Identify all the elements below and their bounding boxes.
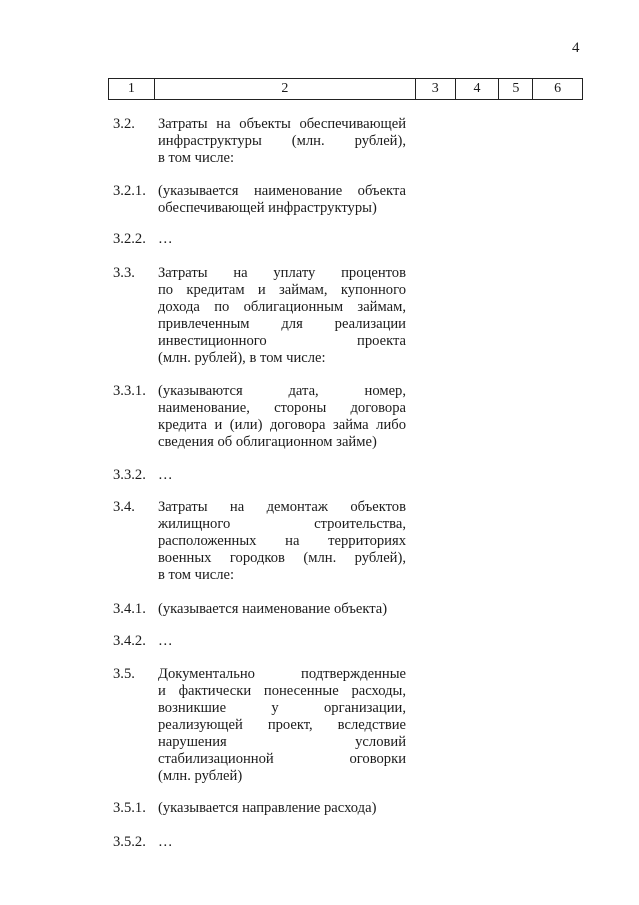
column-header-3: 3	[415, 79, 455, 100]
page-number: 4	[572, 40, 580, 56]
text-line: расположенных на территориях	[158, 533, 406, 549]
text-line: (указывается наименование объекта	[158, 183, 406, 199]
item-text	[158, 633, 406, 650]
text-line: Документально подтвержденные	[158, 666, 406, 682]
column-header-5: 5	[499, 79, 533, 100]
text-line: …	[158, 231, 173, 247]
item-number: 3.5.1.	[113, 800, 146, 816]
item-number: 3.5.	[113, 666, 135, 682]
item-text	[158, 499, 406, 584]
text-line: в том числе:	[158, 567, 235, 583]
text-line: (указывается направление расхода)	[158, 800, 377, 816]
item-text	[158, 467, 406, 484]
text-line: возникшие у организации,	[158, 700, 406, 716]
text-line: (указывается наименование объекта)	[158, 601, 388, 617]
item-number: 3.4.	[113, 499, 135, 515]
item-number: 3.3.2.	[113, 467, 146, 483]
text-line: инвестиционного проекта	[158, 333, 406, 349]
text-line: дохода по облигационным займам,	[158, 299, 406, 315]
text-line: …	[158, 633, 173, 649]
item-number: 3.5.2.	[113, 834, 146, 850]
text-line: в том числе:	[158, 150, 235, 166]
text-line: Затраты на уплату процентов	[158, 265, 406, 281]
text-line: обеспечивающей инфраструктуры)	[158, 200, 377, 216]
text-line: (указываются дата, номер,	[158, 383, 406, 399]
item-text	[158, 800, 406, 817]
item-number: 3.3.	[113, 265, 135, 281]
text-line: кредита и (или) договора займа либо	[158, 417, 406, 433]
text-line: сведения об облигационном займе)	[158, 434, 377, 450]
column-number-header	[108, 78, 583, 100]
text-line: военных городков (млн. рублей),	[158, 550, 406, 566]
item-text	[158, 183, 406, 217]
item-text	[158, 231, 406, 248]
text-line: …	[158, 834, 173, 850]
text-line: Затраты на демонтаж объектов	[158, 499, 406, 515]
text-line: реализующей проект, вследствие	[158, 717, 406, 733]
text-line: Затраты на объекты обеспечивающей	[158, 116, 406, 132]
text-line: инфраструктуры (млн. рублей),	[158, 133, 406, 149]
item-text	[158, 834, 406, 851]
text-line: наименование, стороны договора	[158, 400, 406, 416]
item-text	[158, 383, 406, 451]
item-number: 3.2.	[113, 116, 135, 132]
text-line: жилищного строительства,	[158, 516, 406, 532]
text-line: стабилизационной оговорки	[158, 751, 406, 767]
text-line: …	[158, 467, 173, 483]
column-header-1: 1	[109, 79, 155, 100]
item-number: 3.3.1.	[113, 383, 146, 399]
text-line: и фактически понесенные расходы,	[158, 683, 406, 699]
item-number: 3.2.1.	[113, 183, 146, 199]
text-line: привлеченным для реализации	[158, 316, 406, 332]
column-header-6: 6	[533, 79, 583, 100]
item-text	[158, 601, 406, 618]
item-number: 3.2.2.	[113, 231, 146, 247]
column-header-4: 4	[455, 79, 499, 100]
item-text	[158, 666, 406, 785]
text-line: по кредитам и займам, купонного	[158, 282, 406, 298]
text-line: (млн. рублей)	[158, 768, 243, 784]
text-line: (млн. рублей), в том числе:	[158, 350, 326, 366]
item-number: 3.4.2.	[113, 633, 146, 649]
column-header-2: 2	[154, 79, 415, 100]
item-text	[158, 116, 406, 167]
item-number: 3.4.1.	[113, 601, 146, 617]
text-line: нарушения условий	[158, 734, 406, 750]
item-text	[158, 265, 406, 367]
